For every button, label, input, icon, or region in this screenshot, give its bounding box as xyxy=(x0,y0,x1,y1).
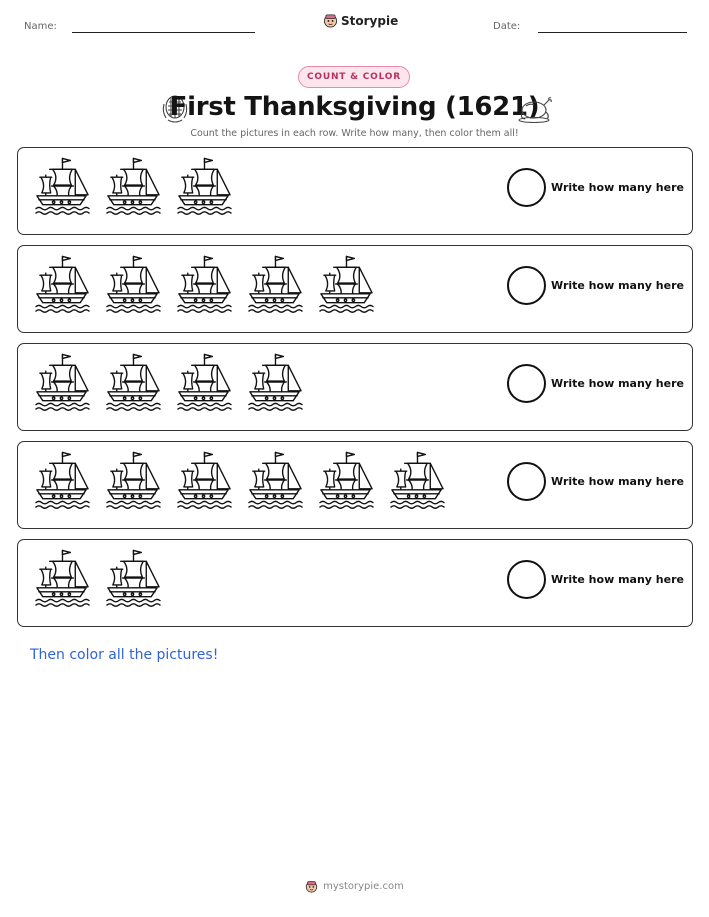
mayflower-ship-icon xyxy=(103,449,162,511)
mayflower-ship-icon xyxy=(103,351,162,413)
footer-url[interactable]: mystorypie.com xyxy=(323,881,404,892)
answer-label: Write how many here xyxy=(551,279,684,292)
mayflower-ship-icon xyxy=(103,155,162,217)
date-label: Date: xyxy=(493,21,521,32)
answer-label: Write how many here xyxy=(551,377,684,390)
count-row xyxy=(17,343,693,431)
brand-logo xyxy=(323,13,398,28)
mayflower-ship-icon xyxy=(174,351,233,413)
mayflower-ship-icon xyxy=(32,449,91,511)
answer-circle[interactable] xyxy=(507,266,546,305)
mayflower-ship-icon xyxy=(32,547,91,609)
ship-group xyxy=(32,547,162,609)
turkey-icon xyxy=(516,94,554,124)
footer xyxy=(0,880,709,893)
ship-group xyxy=(32,155,233,217)
date-line[interactable] xyxy=(538,32,687,33)
answer-circle[interactable] xyxy=(507,560,546,599)
ship-group xyxy=(32,253,375,315)
name-line[interactable] xyxy=(72,32,255,33)
mayflower-ship-icon xyxy=(103,253,162,315)
ship-group xyxy=(32,351,304,413)
mayflower-ship-icon xyxy=(103,547,162,609)
mayflower-ship-icon xyxy=(316,253,375,315)
brand-name: Storypie xyxy=(341,13,399,28)
storypie-mascot-icon xyxy=(323,13,338,28)
mayflower-ship-icon xyxy=(316,449,375,511)
mayflower-ship-icon xyxy=(245,351,304,413)
counting-rows xyxy=(17,147,693,637)
answer-label: Write how many here xyxy=(551,181,684,194)
title-row xyxy=(0,92,709,126)
mayflower-ship-icon xyxy=(174,155,233,217)
mayflower-ship-icon xyxy=(32,155,91,217)
mayflower-ship-icon xyxy=(245,449,304,511)
mayflower-ship-icon xyxy=(174,449,233,511)
count-row xyxy=(17,441,693,529)
ship-group xyxy=(32,449,446,511)
mayflower-ship-icon xyxy=(174,253,233,315)
answer-circle[interactable] xyxy=(507,462,546,501)
answer-circle[interactable] xyxy=(507,364,546,403)
storypie-mascot-icon xyxy=(305,880,318,893)
count-row xyxy=(17,539,693,627)
mayflower-ship-icon xyxy=(387,449,446,511)
answer-label: Write how many here xyxy=(551,573,684,586)
mayflower-ship-icon xyxy=(32,351,91,413)
name-label: Name: xyxy=(24,21,57,32)
count-row xyxy=(17,245,693,333)
answer-label: Write how many here xyxy=(551,475,684,488)
page-title: First Thanksgiving (1621) xyxy=(169,92,540,122)
worksheet-header xyxy=(0,0,709,50)
color-instruction: Then color all the pictures! xyxy=(30,647,219,663)
category-badge: COUNT & COLOR xyxy=(298,66,410,88)
count-row xyxy=(17,147,693,235)
answer-circle[interactable] xyxy=(507,168,546,207)
instructions: Count the pictures in each row. Write how many, then color them all! xyxy=(190,128,519,139)
mayflower-ship-icon xyxy=(32,253,91,315)
mayflower-ship-icon xyxy=(245,253,304,315)
